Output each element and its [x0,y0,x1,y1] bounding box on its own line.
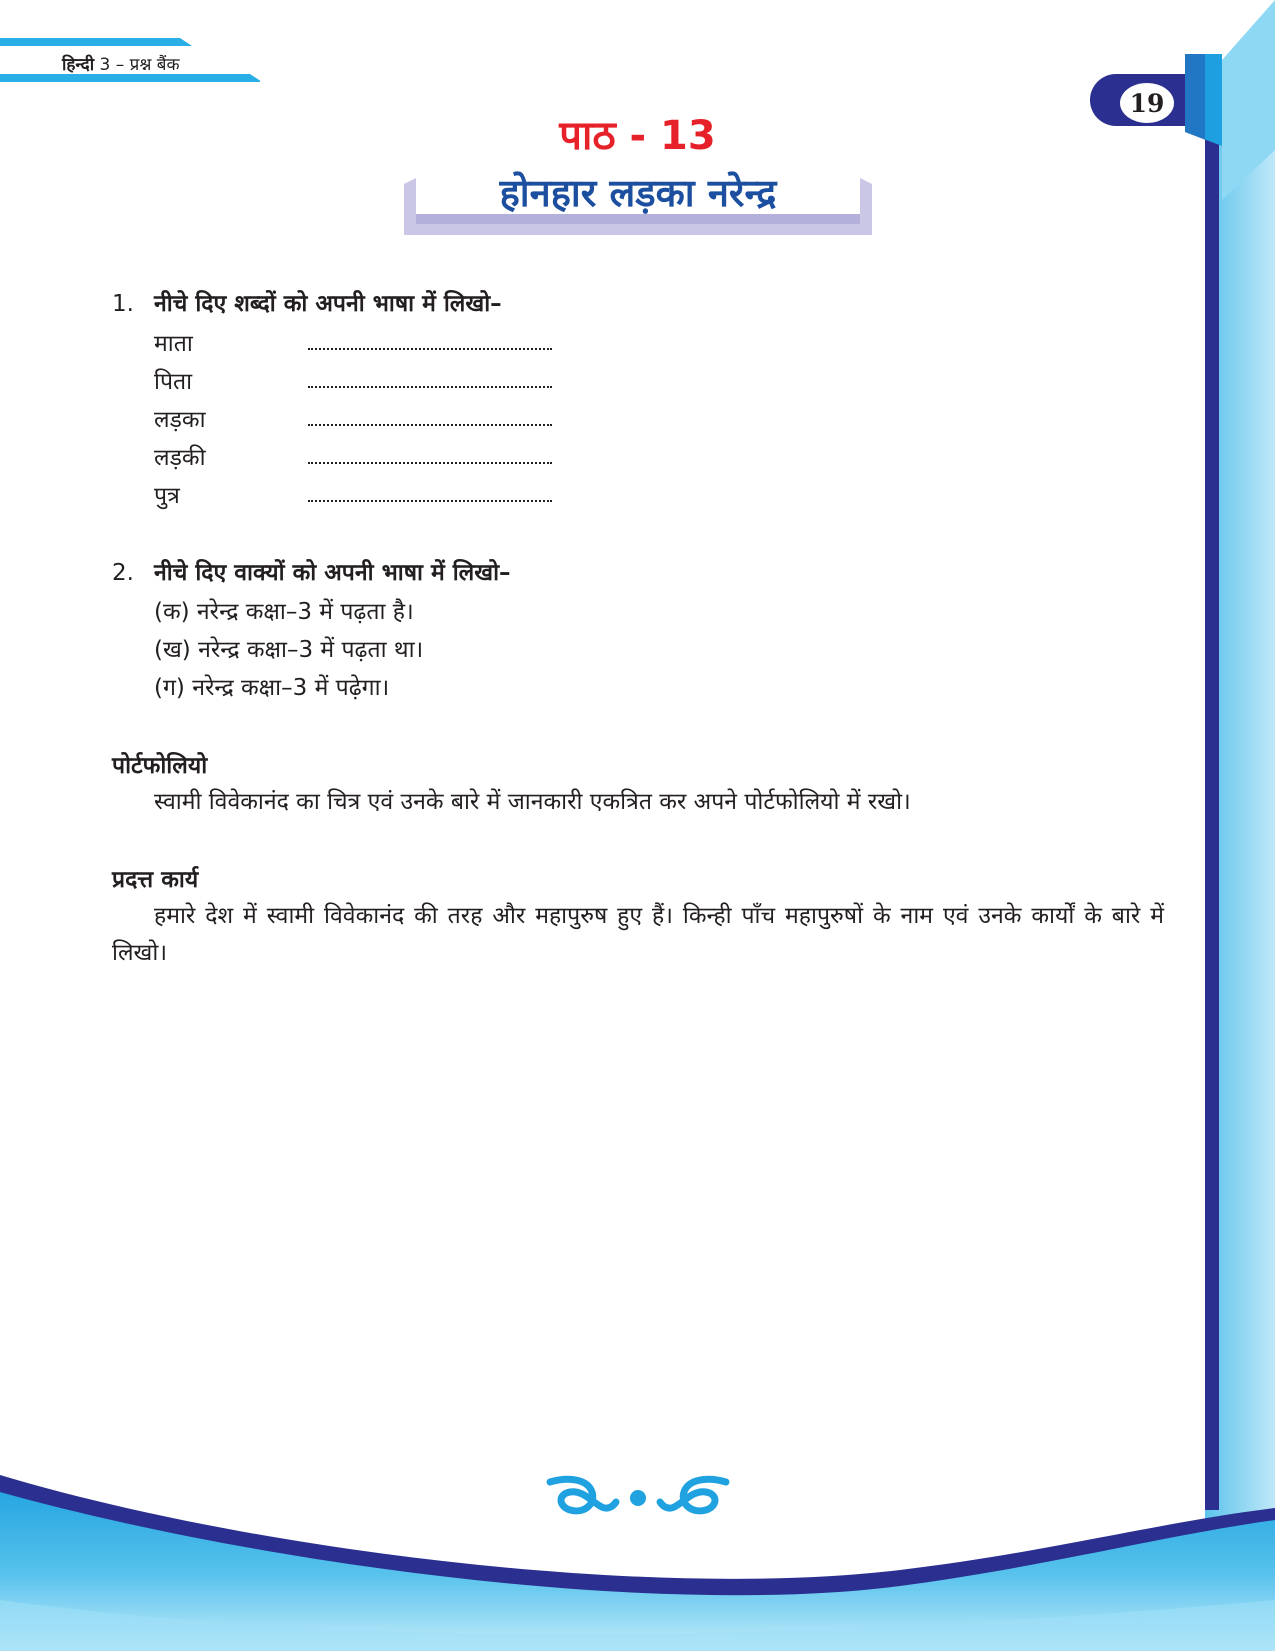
word-label: पुत्र [154,483,180,509]
answer-line[interactable] [308,402,552,426]
portfolio-heading: पोर्टफोलियो [112,753,208,779]
question-2-number: 2. [112,560,134,586]
page-number: 19 [1129,89,1165,118]
answer-line[interactable] [308,440,552,464]
question-1-prompt: नीचे दिए शब्दों को अपनी भाषा में लिखो– [154,291,502,317]
sentence-item: (ग) नरेन्द्र कक्षा–3 में पढ़ेगा। [154,675,390,701]
lesson-number: पाठ - 13 [559,113,716,159]
assignment-heading: प्रदत्त कार्य [112,867,199,893]
word-row [154,440,552,474]
chapter-title: होनहार लड़का नरेन्द्र [499,171,777,215]
sentence-item: (ख) नरेन्द्र कक्षा–3 में पढ़ता था। [154,637,424,663]
word-row [154,478,552,512]
word-row [154,402,552,436]
word-label: माता [154,331,193,357]
word-label: लड़की [154,445,206,471]
word-label: पिता [154,369,193,395]
answer-line[interactable] [308,326,552,350]
header-subject: हिन्दी [62,55,95,75]
question-1-heading [112,286,502,318]
word-row [154,326,552,360]
question-2-prompt: नीचे दिए वाक्यों को अपनी भाषा में लिखो– [154,560,511,586]
running-header [62,52,180,75]
assignment-text: हमारे देश में स्वामी विवेकानंद की तरह और महापुरुष हुए हैं। किन्ही पाँच महापुरुषों के नाम एवं उनके कार्यों के बारे में लिखो। [112,903,1164,966]
header-book: 3 – प्रश्न बैंक [94,55,180,75]
word-label: लड़का [154,407,206,433]
footer-ornament-icon [540,1472,736,1520]
question-2-heading [112,555,511,587]
answer-line[interactable] [308,478,552,502]
question-1-number: 1. [112,291,134,317]
answer-line[interactable] [308,364,552,388]
portfolio-text: स्वामी विवेकानंद का चित्र एवं उनके बारे में जानकारी एकत्रित कर अपने पोर्टफोलियो में रखो। [154,789,911,815]
word-row [154,364,552,398]
sentence-item: (क) नरेन्द्र कक्षा–3 में पढ़ता है। [154,599,414,625]
